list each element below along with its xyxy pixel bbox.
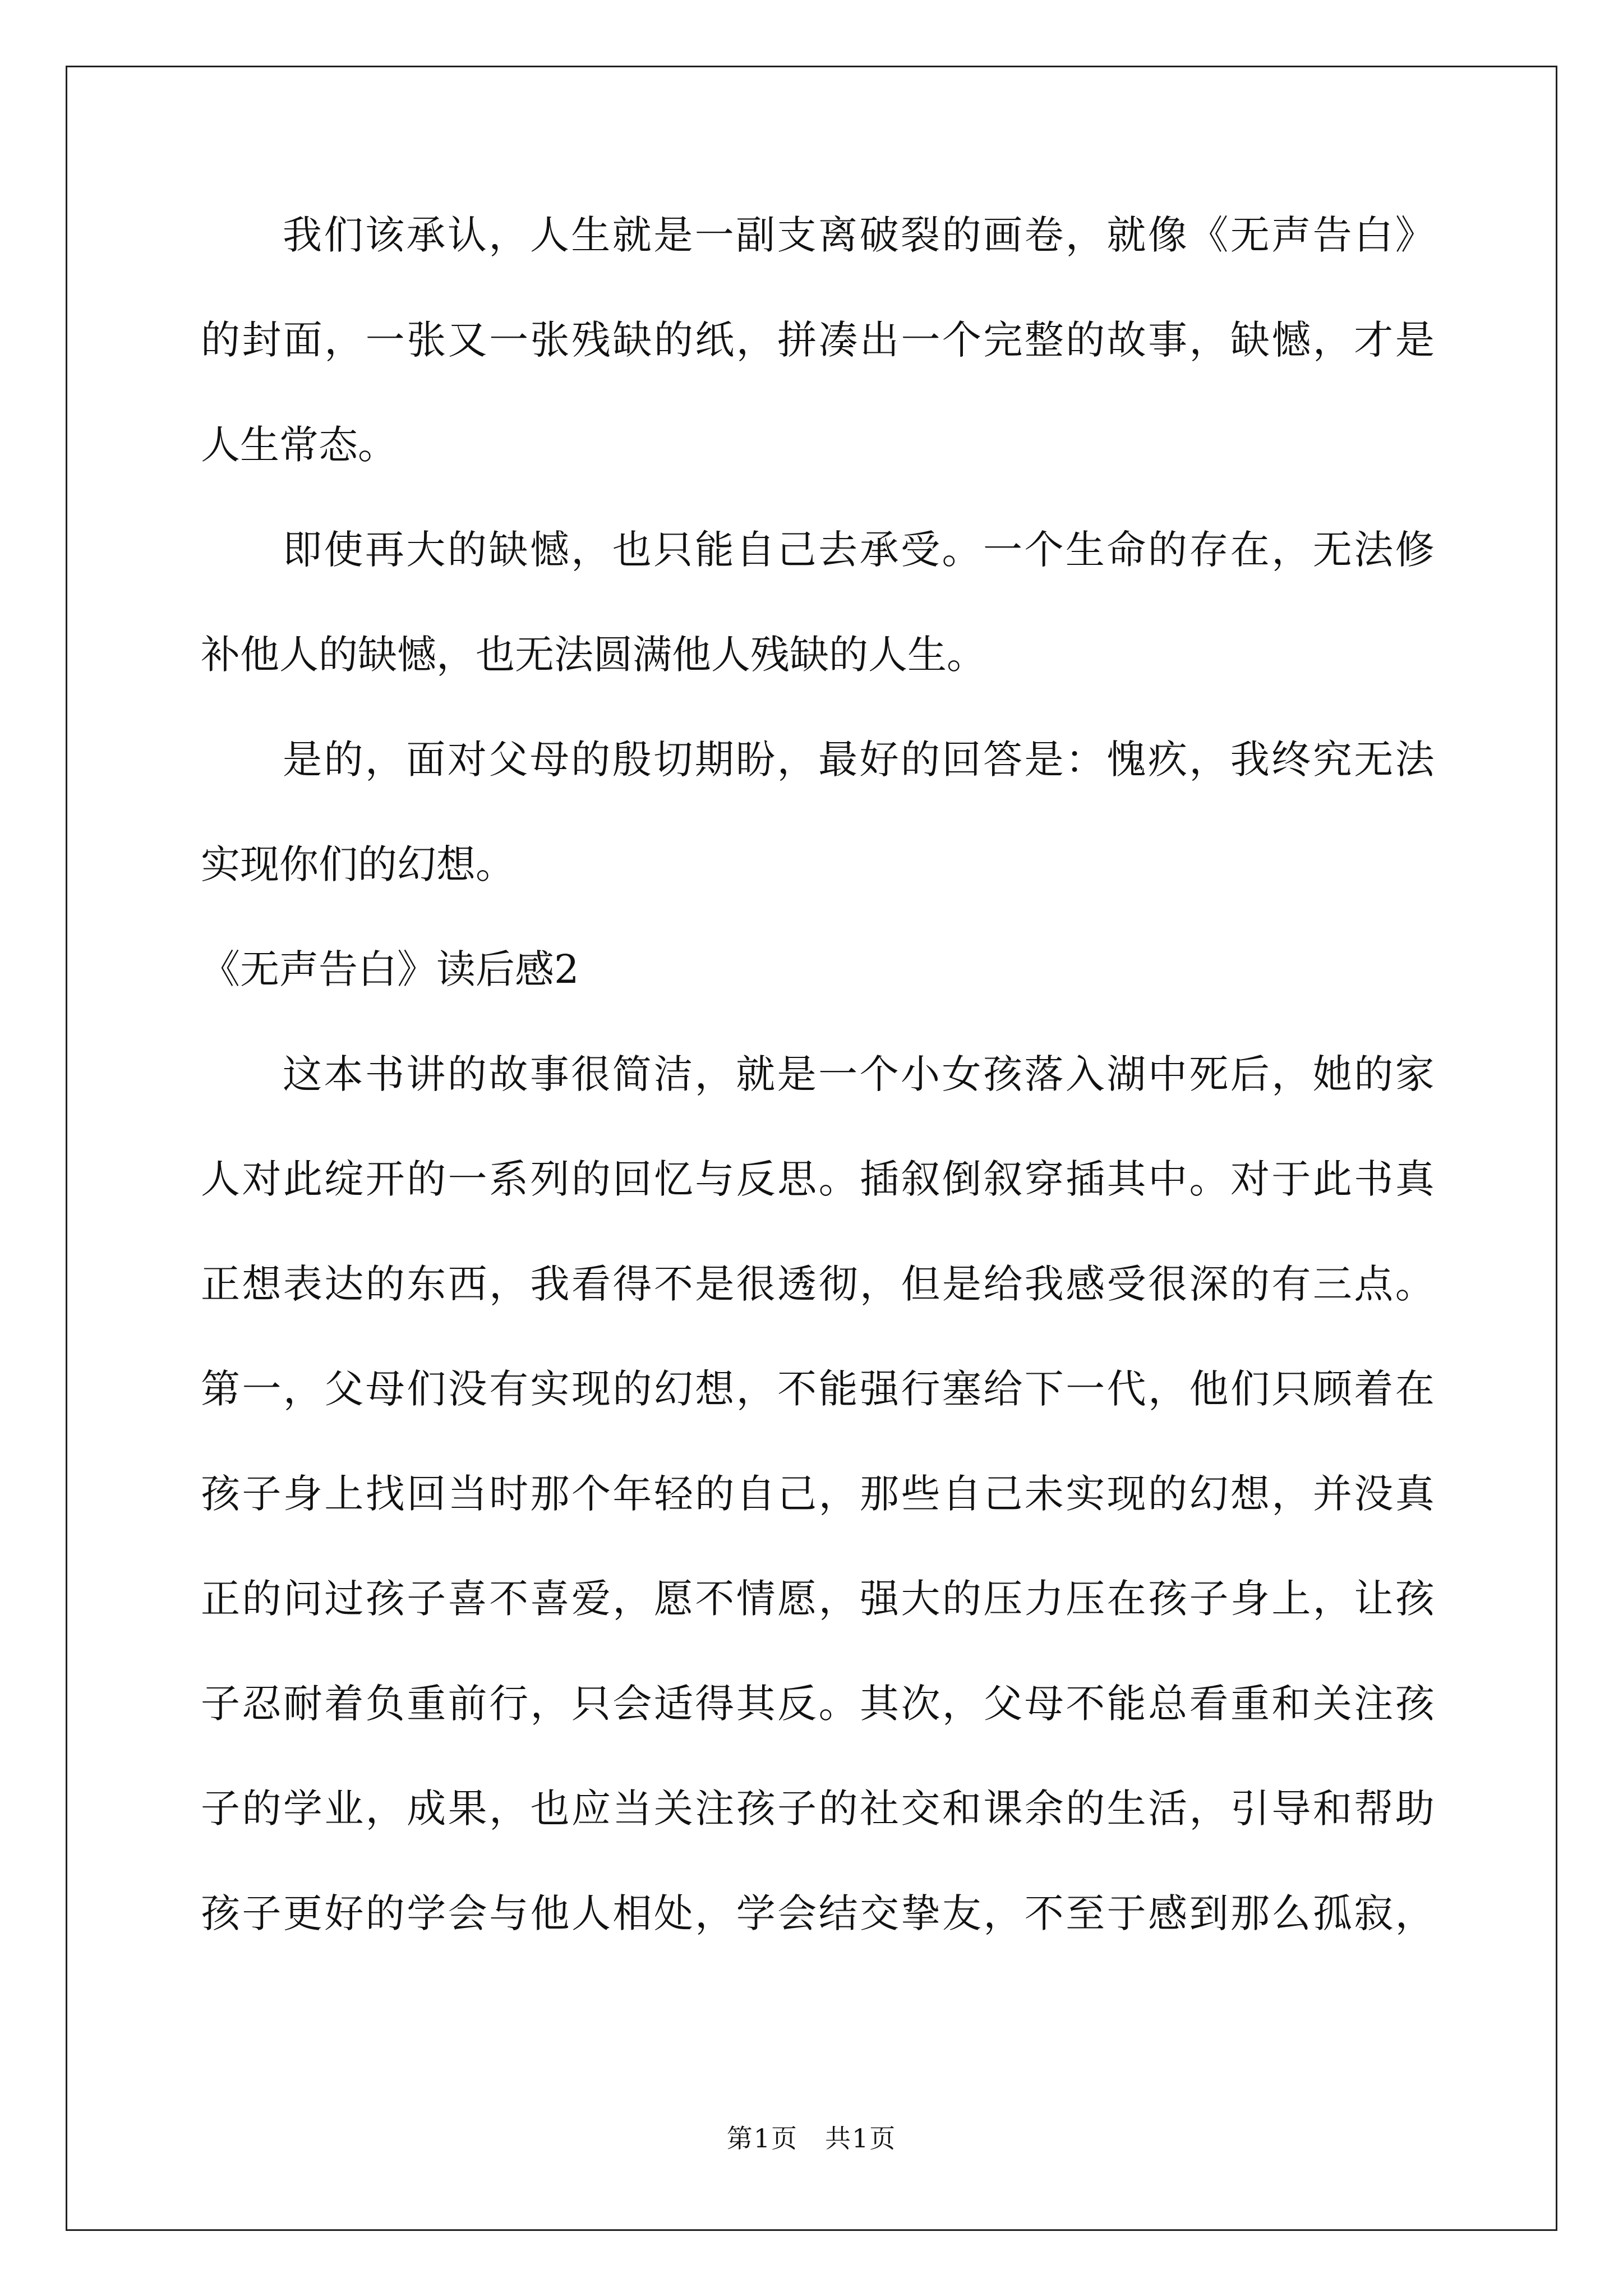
text-line: 子 的 学 业 ， 成 果 ， 也 应 当 关 注 孩 子 的 社 交 和 课 余 的 生 活 ， 引 导 和 帮 助: [201, 1786, 1435, 1832]
text-line: 第 一 ， 父 母 们 没 有 实 现 的 幻 想 ， 不 能 强 行 塞 给 下 一 代 ， 他 们 只 顾 着 在: [201, 1366, 1435, 1412]
text-line: 实现你们的幻想。: [201, 841, 515, 887]
text-line: 子 忍 耐 着 负 重 前 行 ， 只 会 适 得 其 反 。 其 次 ， 父 母 不 能 总 看 重 和 关 注 孩: [201, 1681, 1435, 1727]
document-body: [201, 210, 1435, 1993]
text-line: 即 使 再 大 的 缺 憾 ， 也 只 能 自 己 去 承 受 。 一 个 生 命 的 存 在 ， 无 法 修: [283, 527, 1435, 573]
text-line: 正 的 问 过 孩 子 喜 不 喜 爱 ， 愿 不 情 愿 ， 强 大 的 压 力 压 在 孩 子 身 上 ， 让 孩: [201, 1576, 1435, 1622]
text-line: 是 的 ， 面 对 父 母 的 殷 切 期 盼 ， 最 好 的 回 答 是 ： 愧 疚 ， 我 终 究 无 法: [283, 737, 1435, 783]
text-line: 人生常态。: [201, 422, 397, 468]
text-line: 补他人的缺憾，也无法圆满他人残缺的人生。: [201, 632, 986, 678]
text-line: 我 们 该 承 认 ， 人 生 就 是 一 副 支 离 破 裂 的 画 卷 ， 就 像 《 无 声 告 白 》: [283, 212, 1435, 258]
text-line: 人 对 此 绽 开 的 一 系 列 的 回 忆 与 反 思 。 插 叙 倒 叙 穿 插 其 中 。 对 于 此 书 真: [201, 1156, 1435, 1202]
text-line: 这 本 书 讲 的 故 事 很 简 洁 ， 就 是 一 个 小 女 孩 落 入 湖 中 死 后 ， 她 的 家: [283, 1051, 1435, 1097]
text-line: 《无声告白》读后感2: [201, 946, 579, 992]
text-line: 孩 子 更 好 的 学 会 与 他 人 相 处 ， 学 会 结 交 挚 友 ， 不 至 于 感 到 那 么 孤 寂 ，: [201, 1890, 1435, 1936]
text-line: 孩 子 身 上 找 回 当 时 那 个 年 轻 的 自 己 ， 那 些 自 己 未 实 现 的 幻 想 ， 并 没 真: [201, 1471, 1435, 1517]
page-footer: 第1页 共1页: [726, 2123, 897, 2154]
text-line: 正 想 表 达 的 东 西 ， 我 看 得 不 是 很 透 彻 ， 但 是 给 我 感 受 很 深 的 有 三 点 。: [201, 1261, 1435, 1307]
text-line: 的 封 面 ， 一 张 又 一 张 残 缺 的 纸 ， 拼 凑 出 一 个 完 整 的 故 事 ， 缺 憾 ， 才 是: [201, 317, 1435, 363]
